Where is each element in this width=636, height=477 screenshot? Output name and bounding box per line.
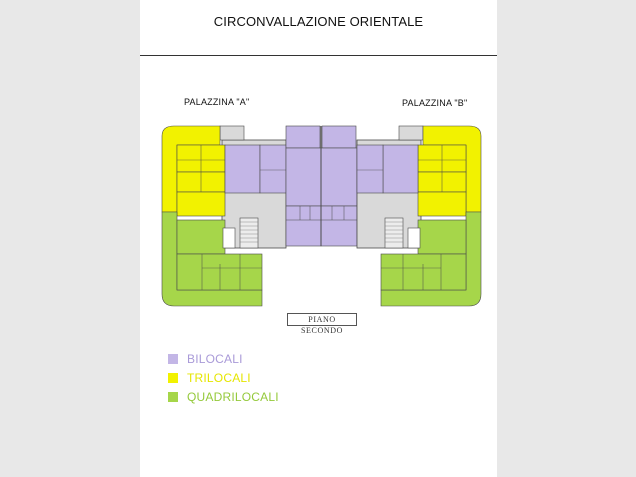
legend-label-bilocali: BILOCALI xyxy=(187,352,243,366)
building-a-bilocale-2 xyxy=(260,145,286,193)
building-a-stair-tower xyxy=(220,126,244,140)
building-b-trilocale-3 xyxy=(418,192,466,216)
legend-swatch-bilocali xyxy=(168,354,178,364)
central-bilocale-3 xyxy=(286,206,321,246)
central-bilocale-1 xyxy=(286,148,321,206)
building-b-bilocale-2 xyxy=(357,145,383,193)
building-a-quadrilocale-1 xyxy=(177,220,225,254)
building-b-quadrilocale-2 xyxy=(381,254,466,290)
central-block xyxy=(286,126,357,246)
legend-item-quadrilocali xyxy=(168,389,279,405)
building-b-quadrilocale-1 xyxy=(418,220,466,254)
central-bilocale-top-left xyxy=(286,126,320,148)
central-bilocale-4 xyxy=(321,206,357,246)
legend-label-trilocali: TRILOCALI xyxy=(187,371,251,385)
building-a-lift xyxy=(223,228,235,248)
legend-swatch-trilocali xyxy=(168,373,178,383)
building-a xyxy=(162,126,286,306)
building-a-trilocale-3 xyxy=(177,192,225,216)
plan-floor-caption: PIANO SECONDO xyxy=(287,313,357,326)
floor-plan-drawing xyxy=(140,0,497,477)
legend-swatch-quadrilocali xyxy=(168,392,178,402)
building-b-label: PALAZZINA "B" xyxy=(402,98,468,108)
building-b-lift xyxy=(408,228,420,248)
central-bilocale-2 xyxy=(321,148,357,206)
building-b-stair-tower xyxy=(399,126,423,140)
building-b-bilocale-1 xyxy=(383,145,418,193)
building-a-quadrilocale-2 xyxy=(177,254,262,290)
building-a-label: PALAZZINA "A" xyxy=(184,97,250,107)
building-a-staircase xyxy=(240,218,258,248)
page-title: CIRCONVALLAZIONE ORIENTALE xyxy=(213,14,424,29)
legend-label-quadrilocali: QUADRILOCALI xyxy=(187,390,279,404)
floor-plan-sheet xyxy=(140,0,497,477)
legend-item-trilocali xyxy=(168,370,251,386)
building-b-staircase xyxy=(385,218,403,248)
central-bilocale-top-right xyxy=(322,126,356,148)
legend-item-bilocali xyxy=(168,351,243,367)
building-b xyxy=(357,126,481,306)
building-a-bilocale-1 xyxy=(225,145,260,193)
